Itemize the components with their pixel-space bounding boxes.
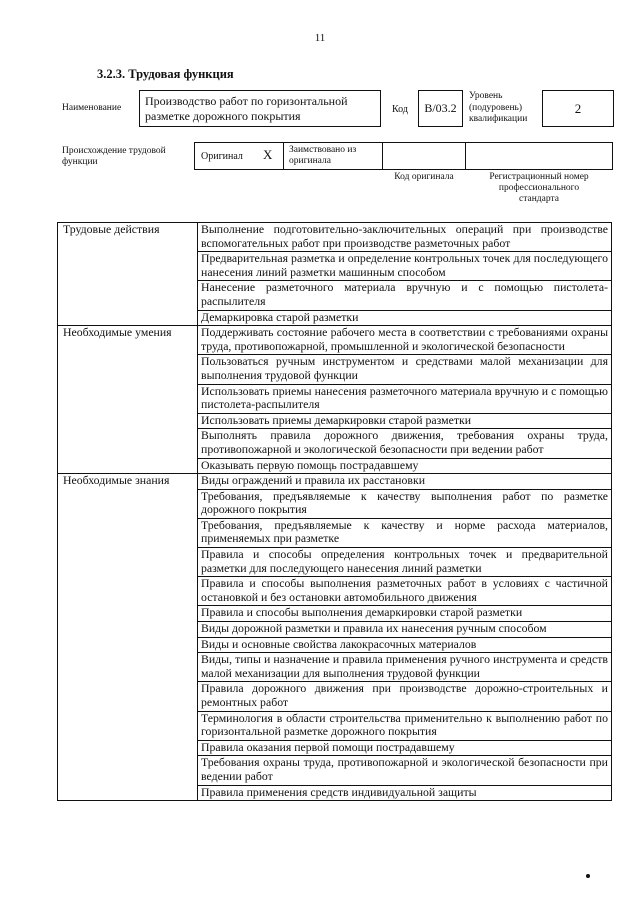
section-item: Демаркировка старой разметки xyxy=(198,310,612,326)
original-code-cell xyxy=(382,142,466,170)
section-category: Необходимые умения xyxy=(58,326,198,474)
section-item: Поддерживать состояние рабочего места в соответствии с требованиями охраны труда, противопожарной, промышленной и экологической безопасности xyxy=(198,326,612,355)
original-cell xyxy=(194,142,284,170)
section-item: Виды и основные свойства лакокрасочных материалов xyxy=(198,637,612,653)
table-row xyxy=(58,474,612,490)
borrowed-label: Заимствовано из оригинала xyxy=(289,145,357,166)
qualification-level: 2 xyxy=(542,90,614,127)
section-item: Правила и способы выполнения демаркировки старой разметки xyxy=(198,606,612,622)
section-item: Требования, предъявляемые к качеству выполнения работ по разметке дорожного покрытия xyxy=(198,489,612,518)
section-item: Виды дорожной разметки и правила их нанесения ручным способом xyxy=(198,622,612,638)
section-item: Виды ограждений и правила их расстановки xyxy=(198,474,612,490)
section-item: Терминология в области строительства применительно к выполнению работ по горизонтальной разметке дорожного покрытия xyxy=(198,711,612,740)
original-code-caption: Код оригинала xyxy=(394,172,454,182)
name-label: Наименование xyxy=(62,103,122,113)
section-item: Использовать приемы нанесения разметочного материала вручную и с помощью пистолета-распылителя xyxy=(198,384,612,413)
origin-label: Происхождение трудовой функции xyxy=(62,146,166,167)
section-item: Нанесение разметочного материала вручную и с помощью пистолета-распылителя xyxy=(198,281,612,310)
reg-number-cell xyxy=(465,142,613,170)
section-item: Выполнять правила дорожного движения, требования охраны труда, противопожарной и экологической безопасности при ведении работ xyxy=(198,429,612,458)
original-mark: X xyxy=(263,147,273,162)
section-item: Использовать приемы демаркировки старой разметки xyxy=(198,413,612,429)
original-label: Оригинал xyxy=(201,151,243,162)
function-table xyxy=(57,222,612,801)
section-category: Трудовые действия xyxy=(58,223,198,326)
section-item: Предварительная разметка и определение контрольных точек для последующего нанесения линий разметки машинным способом xyxy=(198,252,612,281)
reg-number-caption: Регистрационный номер профессионального стандарта xyxy=(489,172,589,204)
section-item: Пользоваться ручным инструментом и средствами малой механизации для выполнения трудовой функции xyxy=(198,355,612,384)
section-item: Правила применения средств индивидуальной защиты xyxy=(198,785,612,801)
dot-mark-icon xyxy=(586,874,590,878)
level-label: Уровень (подуровень) квалификации xyxy=(469,91,528,124)
section-item: Правила дорожного движения при производстве дорожно-строительных и ремонтных работ xyxy=(198,682,612,711)
section-item: Требования охраны труда, противопожарной и экологической безопасности при ведении работ xyxy=(198,756,612,785)
section-item: Виды, типы и назначение и правила применения ручного инструмента и средств малой механизации для выполнения трудовой функции xyxy=(198,653,612,682)
function-code: B/03.2 xyxy=(418,90,463,127)
function-name: Производство работ по горизонтальной разметке дорожного покрытия xyxy=(139,90,381,127)
section-item: Выполнение подготовительно-заключительных операций при производстве вспомогательных работ при производстве разметочных работ xyxy=(198,223,612,252)
section-item: Оказывать первую помощь пострадавшему xyxy=(198,458,612,474)
section-item: Правила и способы выполнения разметочных работ в условиях с частичной остановкой и без остановки автомобильного движения xyxy=(198,577,612,606)
page-number: 11 xyxy=(314,32,326,44)
section-item: Требования, предъявляемые к качеству и норме расхода материалов, применяемых при разметке xyxy=(198,518,612,547)
table-row xyxy=(58,223,612,252)
code-label: Код xyxy=(392,104,408,115)
borrowed-cell xyxy=(283,142,383,170)
section-item: Правила и способы определения контрольных точек и предварительной разметки для последующего нанесения линий разметки xyxy=(198,548,612,577)
table-row xyxy=(58,326,612,355)
section-category: Необходимые знания xyxy=(58,474,198,801)
section-item: Правила оказания первой помощи пострадавшему xyxy=(198,740,612,756)
section-title: 3.2.3. Трудовая функция xyxy=(97,67,234,81)
